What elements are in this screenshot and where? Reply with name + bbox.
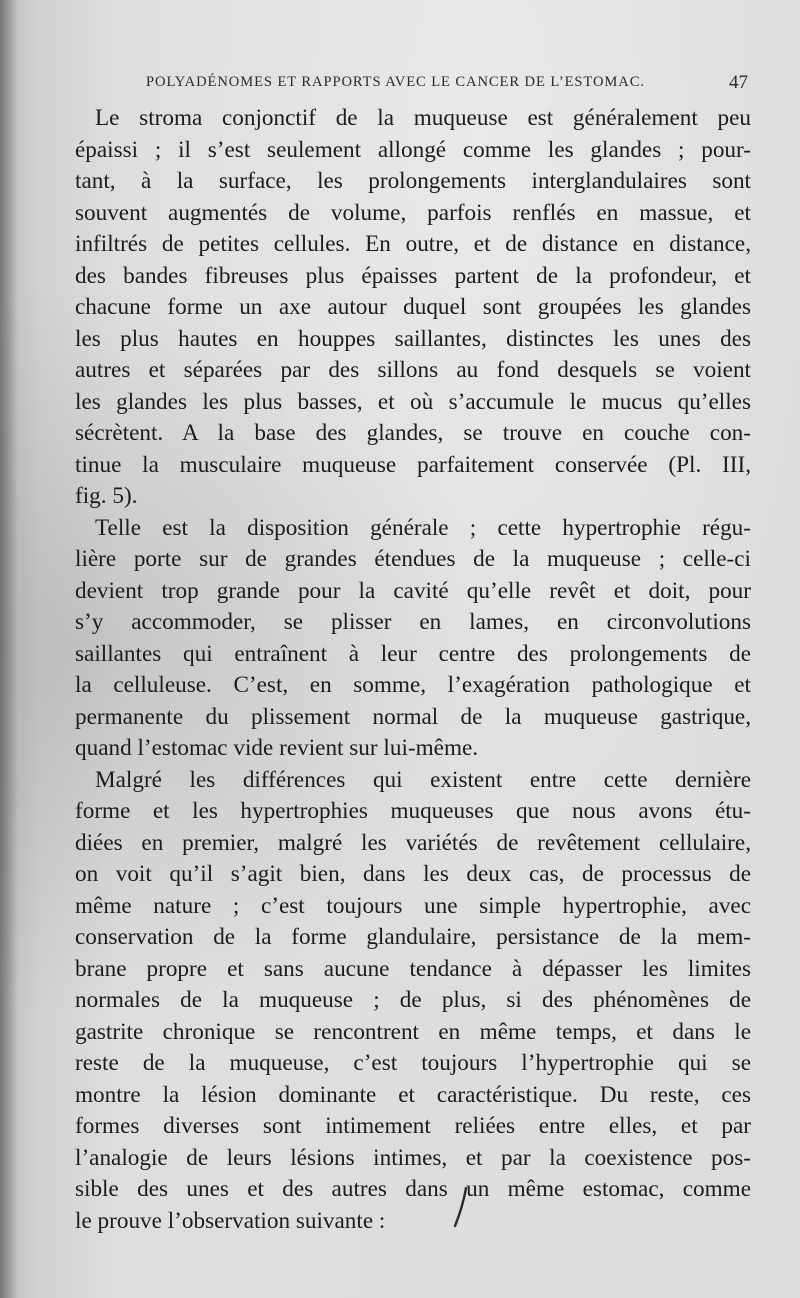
text-line: l’analogie de leurs lésions intimes, et par la coexistence pos- <box>75 1144 751 1171</box>
text-line: tant, à la surface, les prolongements interglandulaires sont <box>75 168 751 194</box>
text-line: formes diverses sont intimement reliées entre elles, et par <box>75 1113 751 1139</box>
text-line: conservation de la forme glandulaire, persistance de la mem- <box>75 924 751 950</box>
text-line: souvent augmentés de volume, parfois renflés en massue, et <box>75 199 751 226</box>
text-line: chacune forme un axe autour duquel sont groupées les glandes <box>75 294 751 320</box>
text-line: gastrite chronique se rencontrent en même temps, et dans le <box>75 1018 751 1045</box>
text-line: épaissi ; il s’est seulement allongé comme les glandes ; pour- <box>75 136 751 163</box>
text-line: reste de la muqueuse, c’est toujours l’hypertrophie qui se <box>75 1050 751 1076</box>
text-line: saillantes qui entraînent à leur centre des prolongements de <box>75 640 751 667</box>
text-line: la celluleuse. C’est, en somme, l’exagération pathologique et <box>75 672 751 698</box>
text-line: devient trop grande pour la cavité qu’elle revêt et doit, pour <box>75 577 751 604</box>
text-line: sécrètent. A la base des glandes, se trouve en couche con- <box>75 420 751 446</box>
text-line: on voit qu’il s’agit bien, dans les deux cas, de processus de <box>75 861 751 887</box>
body-text <box>75 103 751 1237</box>
text-line: fig. 5). <box>75 483 138 509</box>
text-line: quand l’estomac vide revient sur lui-même. <box>75 735 479 761</box>
running-title: POLYADÉNOMES ET RAPPORTS AVEC LE CANCER DE L’ESTOMAC. <box>146 74 645 90</box>
text-line: normales de la muqueuse ; de plus, si des phénomènes de <box>75 987 751 1013</box>
page-number: 47 <box>729 72 748 93</box>
text-line: les plus hautes en houppes saillantes, distinctes les unes des <box>75 325 751 352</box>
text-line: permanente du plissement normal de la muqueuse gastrique, <box>75 703 751 730</box>
text-line: Le stroma conjonctif de la muqueuse est généralement peu <box>95 105 751 131</box>
text-line: Telle est la disposition générale ; cette hypertrophie régu- <box>95 514 751 541</box>
ink-mark <box>450 1186 474 1228</box>
running-header <box>0 74 800 98</box>
text-line: les glandes les plus basses, et où s’accumule le mucus qu’elles <box>75 388 751 415</box>
text-line: infiltrés de petites cellules. En outre, et de distance en distance, <box>75 231 751 257</box>
text-line: Malgré les différences qui existent entre cette dernière <box>95 766 751 793</box>
text-line: sible des unes et des autres dans un même estomac, comme <box>75 1176 751 1202</box>
text-line: diées en premier, malgré les variétés de revêtement cellulaire, <box>75 829 751 856</box>
text-line: forme et les hypertrophies muqueuses que nous avons étu- <box>75 798 751 824</box>
text-line: autres et séparées par des sillons au fond desquels se voient <box>75 357 751 383</box>
text-line: montre la lésion dominante et caractéristique. Du reste, ces <box>75 1081 751 1108</box>
text-line: même nature ; c’est toujours une simple hypertrophie, avec <box>75 892 751 919</box>
text-line: brane propre et sans aucune tendance à dépasser les limites <box>75 955 751 982</box>
text-line: des bandes fibreuses plus épaisses partent de la profondeur, et <box>75 262 751 289</box>
text-line: s’y accommoder, se plisser en lames, en circonvolutions <box>75 609 751 635</box>
text-line: lière porte sur de grandes étendues de la muqueuse ; celle-ci <box>75 546 751 572</box>
text-line: tinue la musculaire muqueuse parfaitement conservée (Pl. III, <box>75 451 751 478</box>
text-line: le prouve l’observation suivante : <box>75 1207 386 1234</box>
